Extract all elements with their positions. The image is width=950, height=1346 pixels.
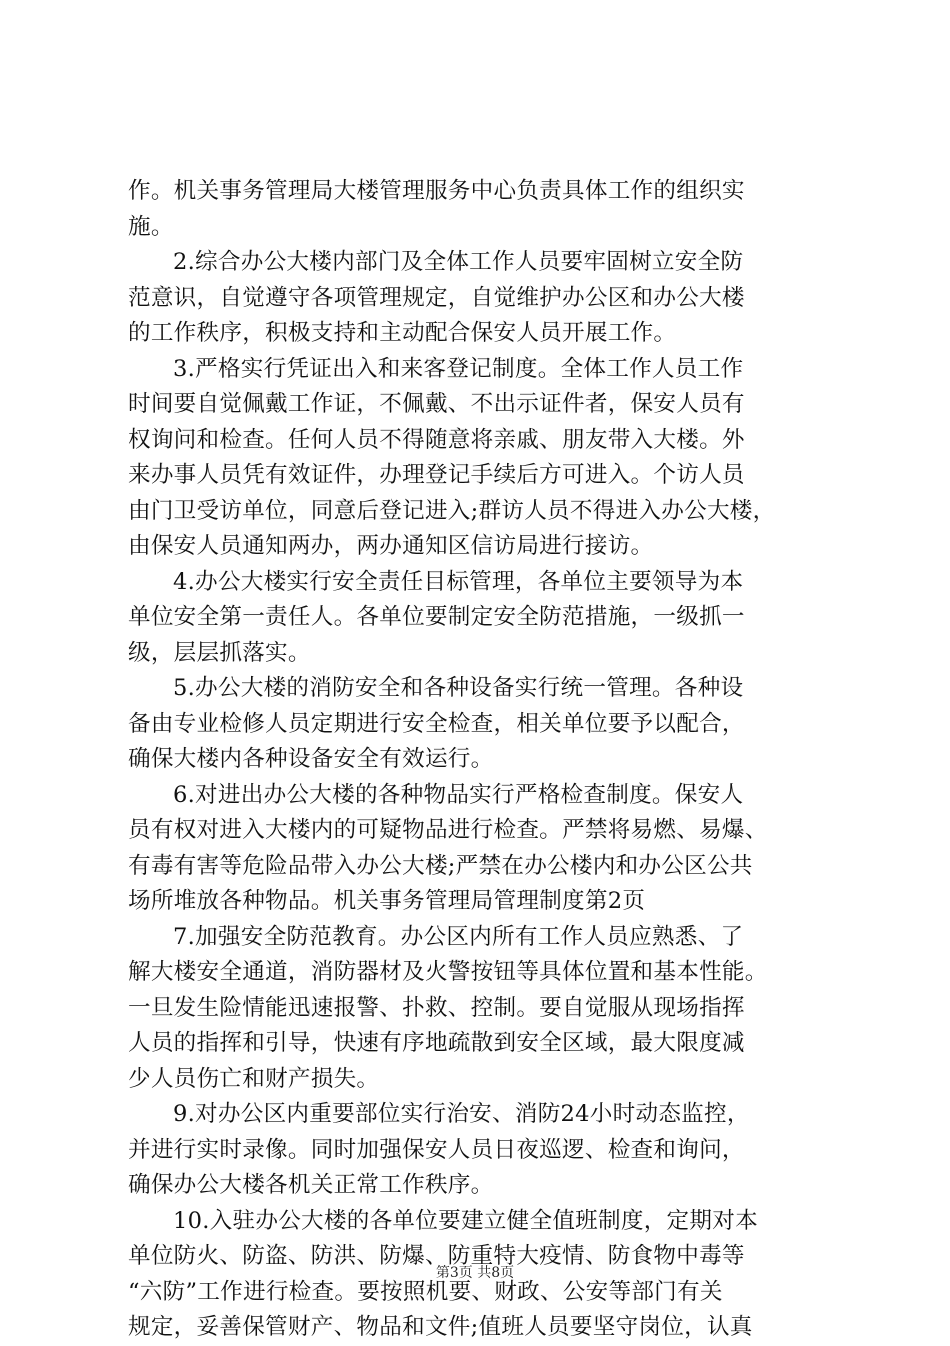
text-line: 场所堆放各种物品。机关事务管理局管理制度第2页 [128, 888, 646, 914]
text-line: 确保大楼内各种设备安全有效运行。 [128, 746, 494, 772]
text-line: 并进行实时录像。同时加强保安人员日夜巡逻、检查和询问， [128, 1136, 745, 1163]
text-line: 人员的指挥和引导，快速有序地疏散到安全区域，最大限度减 [128, 1030, 745, 1056]
page-footer: 第3页 共8页 [435, 1265, 515, 1281]
text-line: 由门卫受访单位，同意后登记进入;群访人员不得进入办公大楼， [128, 497, 776, 524]
text-line: “六防”工作进行检查。要按照机要、财政、公安等部门有关 [128, 1278, 723, 1305]
paragraph-first-line: 5.办公大楼的消防安全和各种设备实行统一管理。各种设 [173, 675, 744, 701]
text-line: 施。 [128, 213, 174, 240]
text-line: 时间要自觉佩戴工作证，不佩戴、不出示证件者，保安人员有 [128, 391, 745, 417]
text-line: 来办事人员凭有效证件，办理登记手续后方可进入。个访人员 [128, 462, 745, 488]
paragraph-first-line: 6.对进出办公大楼的各种物品实行严格检查制度。保安人 [173, 781, 744, 808]
text-line: 级，层层抓落实。 [128, 639, 311, 666]
paragraph-first-line: 2.综合办公大楼内部门及全体工作人员要牢固树立安全防 [173, 249, 744, 275]
text-line: 确保办公大楼各机关正常工作秩序。 [128, 1172, 494, 1198]
text-line: 的工作秩序，积极支持和主动配合保安人员开展工作。 [128, 320, 677, 346]
text-line: 单位防火、防盗、防洪、防爆、防重特大疫情、防食物中毒等 [128, 1243, 745, 1269]
text-line: 作。机关事务管理局大楼管理服务中心负责具体工作的组织实 [128, 178, 745, 204]
paragraph-first-line: 4.办公大楼实行安全责任目标管理，各单位主要领导为本 [173, 568, 744, 595]
text-line: 备由专业检修人员定期进行安全检查，相关单位要予以配合， [128, 710, 745, 737]
paragraph-first-line: 7.加强安全防范教育。办公区内所有工作人员应熟悉、了 [173, 923, 744, 950]
text-line: 员有权对进入大楼内的可疑物品进行检查。严禁将易燃、易爆、 [128, 817, 768, 843]
text-line: 有毒有害等危险品带入办公大楼;严禁在办公楼内和办公区公共 [128, 852, 753, 879]
text-line: 由保安人员通知两办，两办通知区信访局进行接访。 [128, 533, 654, 559]
text-line: 规定，妥善保管财产、物品和文件;值班人员要坚守岗位，认真 [128, 1314, 753, 1340]
text-line: 范意识，自觉遵守各项管理规定，自觉维护办公区和办公大楼 [128, 284, 745, 311]
paragraph-first-line: 3.严格实行凭证出入和来客登记制度。全体工作人员工作 [173, 355, 744, 382]
document-body [128, 174, 828, 1346]
text-line: 单位安全第一责任人。各单位要制定安全防范措施，一级抓一 [128, 604, 745, 630]
text-line: 解大楼安全通道，消防器材及火警按钮等具体位置和基本性能。 [128, 959, 768, 985]
paragraph-first-line: 9.对办公区内重要部位实行治安、消防24小时动态监控， [173, 1101, 750, 1127]
text-line: 一旦发生险情能迅速报警、扑救、控制。要自觉服从现场指挥 [128, 994, 745, 1021]
paragraph-first-line: 10.入驻办公大楼的各单位要建立健全值班制度，定期对本 [173, 1207, 758, 1234]
text-line: 权询问和检查。任何人员不得随意将亲戚、朋友带入大楼。外 [128, 426, 745, 453]
text-line: 少人员伤亡和财产损失。 [128, 1065, 380, 1092]
